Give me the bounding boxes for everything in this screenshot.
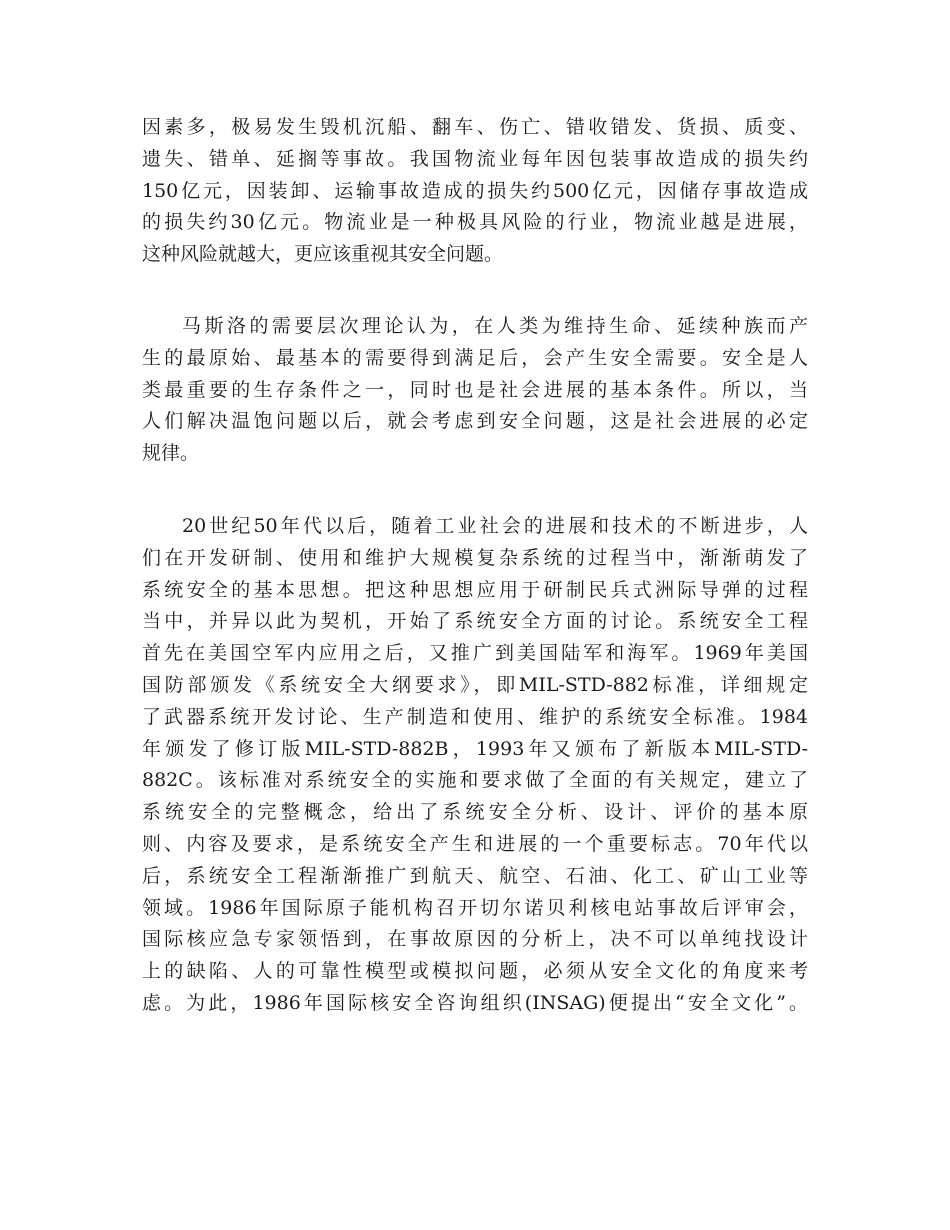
text-line: 的损失约30亿元。物流业是一种极具风险的行业，物流业越是进展， <box>142 211 808 234</box>
text-line: 马斯洛的需要层次理论认为，在人类为维持生命、延续种族而产 <box>182 315 808 337</box>
text-line: 则、内容及要求，是系统安全产生和进展的一个重要标志。70年代以 <box>142 832 808 855</box>
text-line: 150亿元，因装卸、运输事故造成的损失约500亿元，因储存事故造成 <box>142 179 808 202</box>
text-line: 领域。1986年国际原子能机构召开切尔诺贝利核电站事故后评审会， <box>142 896 808 919</box>
text-line: 年颁发了修订版MIL-STD-882B，1993年又颁布了新版本MIL-STD- <box>142 737 808 760</box>
text-line: 因素多，极易发生毁机沉船、翻车、伤亡、错收错发、货损、质变、 <box>142 116 808 138</box>
text-line: 20世纪50年代以后，随着工业社会的进展和技术的不断进步，人 <box>182 515 808 537</box>
text-line: 遗失、错单、延搁等事故。我国物流业每年因包装事故造成的损失约 <box>142 147 808 170</box>
text-line: 系统安全的基本思想。把这种思想应用于研制民兵式洲际导弹的过程 <box>142 578 808 601</box>
text-line: 882C。该标准对系统安全的实施和要求做了全面的有关规定，建立了 <box>142 769 808 792</box>
text-line: 国防部颁发《系统安全大纲要求》，即MIL-STD-882标准，详细规定 <box>142 673 808 696</box>
text-line: 虑。为此，1986年国际核安全咨询组织(INSAG)便提出“安全文化”。 <box>142 991 808 1014</box>
text-line: 后，系统安全工程渐渐推广到航天、航空、石油、化工、矿山工业等 <box>142 864 808 887</box>
text-line: 系统安全的完整概念，给出了系统安全分析、设计、评价的基本原 <box>142 801 808 824</box>
text-line: 人们解决温饱问题以后，就会考虑到安全问题，这是社会进展的必定 <box>142 410 808 433</box>
text-line: 生的最原始、最基本的需要得到满足后，会产生安全需要。安全是人 <box>142 346 808 369</box>
text-line: 了武器系统开发讨论、生产制造和使用、维护的系统安全标准。1984 <box>142 705 808 728</box>
paragraph-maslow <box>142 311 808 470</box>
text-line: 类最重要的生存条件之一，同时也是社会进展的基本条件。所以，当 <box>142 378 808 401</box>
text-line: 首先在美国空军内应用之后，又推广到美国陆军和海军。1969年美国 <box>142 642 808 665</box>
text-line: 当中，并异以此为契机，开始了系统安全方面的讨论。系统安全工程 <box>142 610 808 633</box>
text-line: 国际核应急专家领悟到，在事故原因的分析上，决不可以单纯找设计 <box>142 928 808 951</box>
text-line: 规律。 <box>142 442 200 465</box>
paragraph-system-safety-history <box>142 511 808 1020</box>
text-line: 这种风险就越大，更应该重视其安全问题。 <box>142 243 504 266</box>
text-line: 上的缺陷、人的可靠性模型或模拟问题，必须从安全文化的角度来考 <box>142 960 808 983</box>
text-line: 们在开发研制、使用和维护大规模复杂系统的过程当中，渐渐萌发了 <box>142 546 808 569</box>
paragraph-logistics-accidents <box>142 112 808 271</box>
